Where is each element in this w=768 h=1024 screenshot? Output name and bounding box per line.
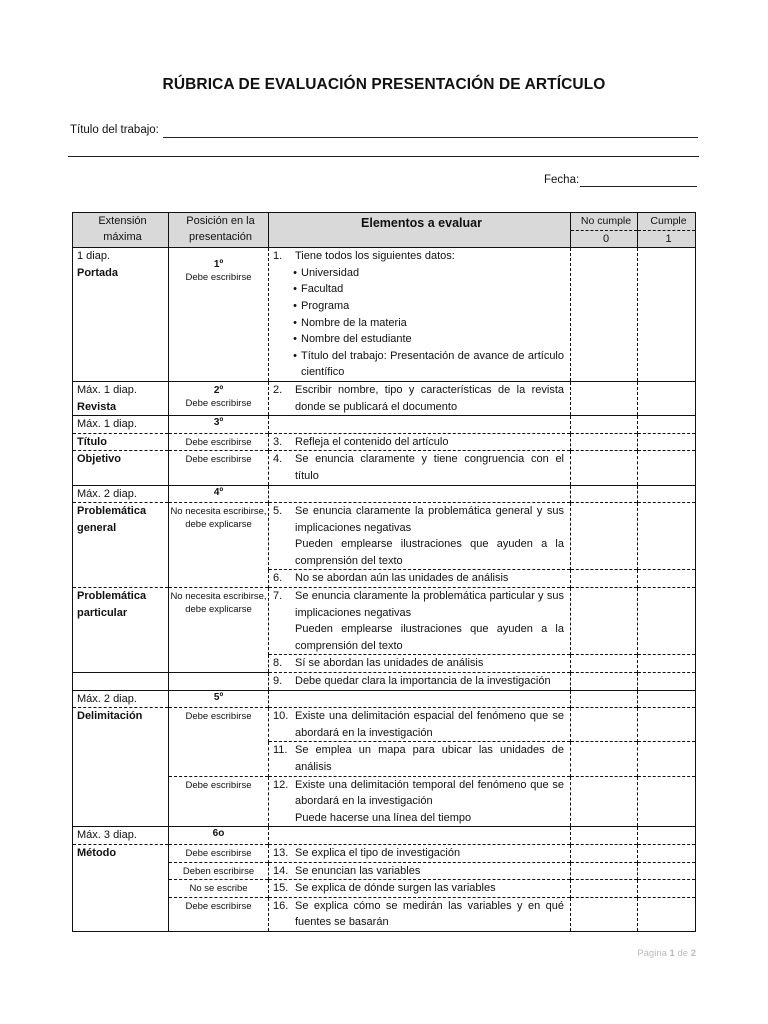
score-yes: 1 <box>638 230 696 248</box>
header-elements: Elementos a evaluar <box>269 213 571 248</box>
checkbox-yes-1[interactable] <box>638 248 696 382</box>
table-row <box>73 248 696 382</box>
header-cumple: Cumple <box>638 213 696 231</box>
checkbox-no-1[interactable] <box>571 248 638 382</box>
checkbox-no-13[interactable] <box>571 844 638 862</box>
table-row: Debe escribirse 16. Se explica cómo se medirán las variables y en qué fuentes se basarán <box>73 897 696 931</box>
revista-items: 2. Escribir nombre, tipo y características de la revista donde se publicará el documento <box>269 381 571 415</box>
table-row: No se escribe 15. Se explica de dónde surgen las variables <box>73 880 696 898</box>
checkbox-yes-8[interactable] <box>638 655 696 673</box>
table-row: 11. Se emplea un mapa para ubicar las unidades de análisis <box>73 742 696 776</box>
portada-pos: 1º Debe escribirse <box>169 248 269 382</box>
checkbox-yes-11[interactable] <box>638 742 696 776</box>
titulo-label: Título del trabajo: <box>70 124 159 136</box>
titulo-pos-num: 3º <box>169 416 269 434</box>
page-footer: Página 1 de 2 <box>637 948 696 959</box>
table-row: Máx. 3 diap. 6o <box>73 827 696 845</box>
titulo-second-line[interactable] <box>68 156 699 157</box>
fecha-label: Fecha: <box>544 174 580 186</box>
checkbox-no-15[interactable] <box>571 880 638 898</box>
checkbox-no-3[interactable] <box>571 433 638 451</box>
revista-pos: 2º Debe escribirse <box>169 381 269 415</box>
table-row: Título Debe escribirse 3. Refleja el contenido del artículo <box>73 433 696 451</box>
table-row: 9. Debe quedar clara la importancia de la investigación <box>73 673 696 691</box>
checkbox-yes-2[interactable] <box>638 381 696 415</box>
table-row: Máx. 2 diap. 4º <box>73 485 696 503</box>
checkbox-no-2[interactable] <box>571 381 638 415</box>
rubric-table <box>72 212 696 932</box>
table-row: Máx. 2 diap. 5º <box>73 690 696 708</box>
table-row: 6. No se abordan aún las unidades de análisis <box>73 570 696 588</box>
checkbox-yes-5[interactable] <box>638 503 696 570</box>
checkbox-no-7[interactable] <box>571 588 638 655</box>
fecha-input-line[interactable] <box>580 174 697 187</box>
table-row: Objetivo Debe escribirse 4. Se enuncia claramente y tiene congruencia con el título <box>73 451 696 485</box>
table-row <box>73 381 696 415</box>
checkbox-no-6[interactable] <box>571 570 638 588</box>
table-row: Problemática particular No necesita escribirse, debe explicarse 7. Se enuncia claramente la problemática particular y sus implicaciones negativas Pueden emplearse ilustraciones que ayuden a la comprensión del texto <box>73 588 696 655</box>
checkbox-no-11[interactable] <box>571 742 638 776</box>
portada-ext: 1 diap. Portada <box>73 248 169 382</box>
header-extension: Extensión máxima <box>73 213 169 248</box>
checkbox-yes-10[interactable] <box>638 708 696 742</box>
checkbox-yes-4[interactable] <box>638 451 696 485</box>
titulo-input-line[interactable] <box>163 125 698 138</box>
header-no-cumple: No cumple <box>571 213 638 231</box>
checkbox-no-12[interactable] <box>571 776 638 827</box>
score-no: 0 <box>571 230 638 248</box>
table-row: Problemática general No necesita escribirse, debe explicarse 5. Se enuncia claramente la problemática general y sus implicaciones negativas Pueden emplearse ilustraciones que ayuden a la comprensión del texto <box>73 503 696 570</box>
table-row: Debe escribirse 12. Existe una delimitación temporal del fenómeno que se abordará en la investigación Puede hacerse una línea del tiempo <box>73 776 696 827</box>
checkbox-no-5[interactable] <box>571 503 638 570</box>
checkbox-no-8[interactable] <box>571 655 638 673</box>
checkbox-yes-3[interactable] <box>638 433 696 451</box>
checkbox-no-9[interactable] <box>571 673 638 691</box>
checkbox-yes-6[interactable] <box>638 570 696 588</box>
header-position: Posición en la presentación <box>169 213 269 248</box>
checkbox-yes-15[interactable] <box>638 880 696 898</box>
revista-ext: Máx. 1 diap. Revista <box>73 381 169 415</box>
titulo-ext: Máx. 1 diap. <box>73 416 169 434</box>
table-row: Delimitación Debe escribirse 10. Existe una delimitación espacial del fenómeno que se abordará en la investigación <box>73 708 696 742</box>
checkbox-no-16[interactable] <box>571 897 638 931</box>
page-title: RÚBRICA DE EVALUACIÓN PRESENTACIÓN DE ARTÍCULO <box>162 76 606 93</box>
checkbox-no-14[interactable] <box>571 862 638 880</box>
checkbox-no-4[interactable] <box>571 451 638 485</box>
table-row: Deben escribirse 14. Se enuncian las variables <box>73 862 696 880</box>
table-row: 8. Sí se abordan las unidades de análisis <box>73 655 696 673</box>
table-row: Método Debe escribirse 13. Se explica el tipo de investigación <box>73 844 696 862</box>
checkbox-yes-12[interactable] <box>638 776 696 827</box>
checkbox-yes-9[interactable] <box>638 673 696 691</box>
checkbox-yes-7[interactable] <box>638 588 696 655</box>
portada-items: 1. Tiene todos los siguientes datos: • Universidad • Facultad • Programa • Nombre de la materia • Nombre del estudiante • Título del trabajo: Presentación de avance de artículo científico <box>269 248 571 382</box>
checkbox-no-10[interactable] <box>571 708 638 742</box>
checkbox-yes-14[interactable] <box>638 862 696 880</box>
table-row <box>73 416 696 434</box>
checkbox-yes-13[interactable] <box>638 844 696 862</box>
checkbox-yes-16[interactable] <box>638 897 696 931</box>
